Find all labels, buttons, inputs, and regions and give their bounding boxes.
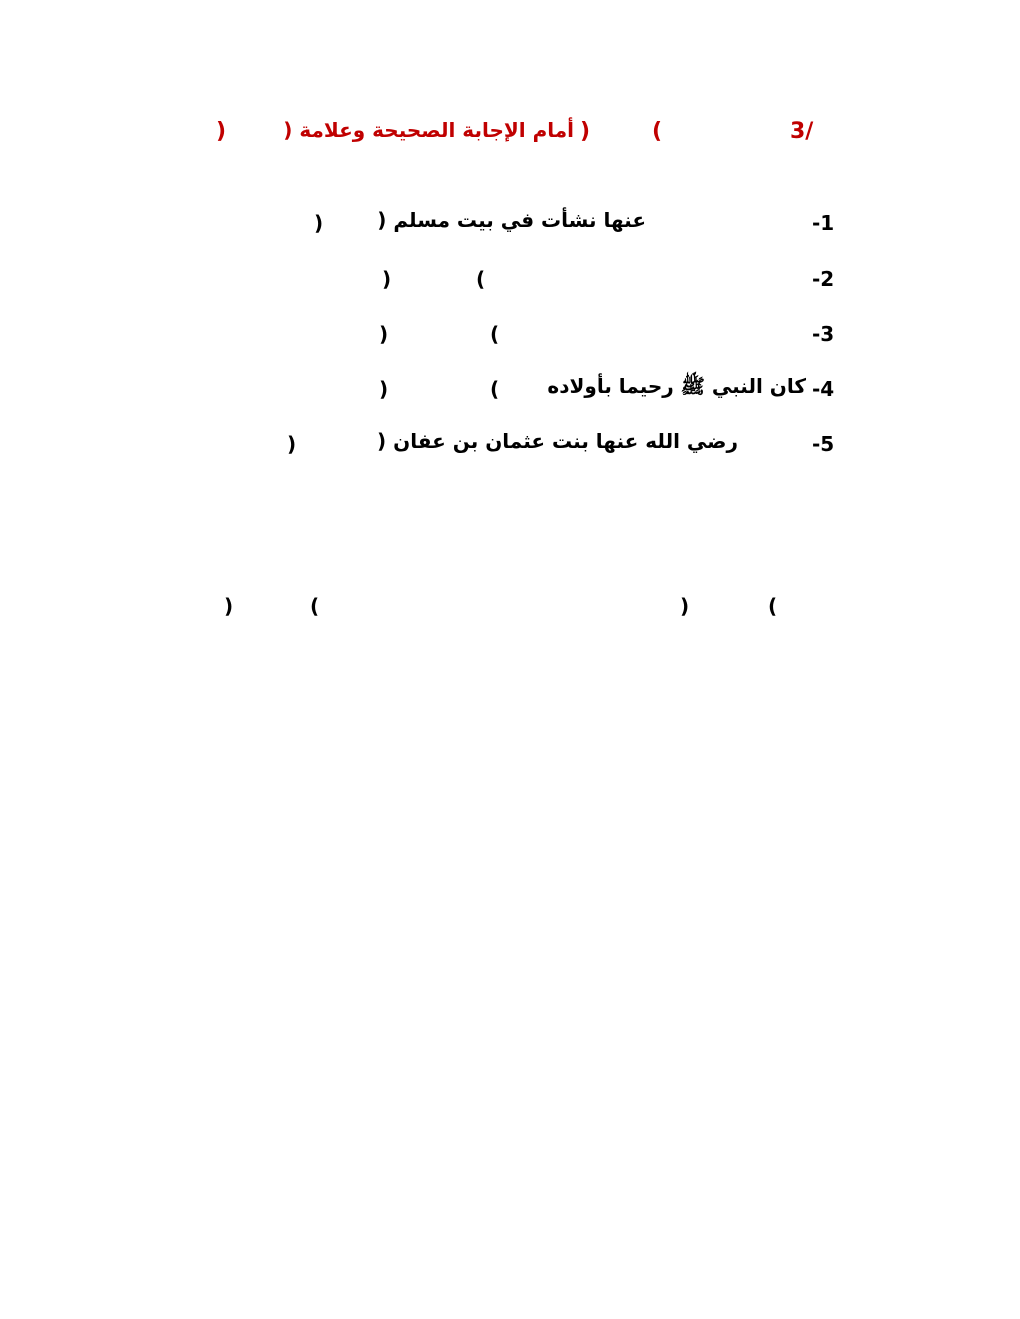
header-paren-open-1: (: [652, 119, 663, 144]
item-4-paren-open: (: [490, 377, 500, 401]
item-1-paren-close: ): [314, 211, 324, 235]
item-2-number: -2: [812, 267, 835, 291]
header-paren-close-1: ): [580, 119, 591, 144]
item-1-text: عنها نشأت في بيت مسلم (: [377, 208, 646, 232]
item-3-paren-open: (: [490, 322, 500, 346]
item-5-paren-close: ): [287, 432, 297, 456]
item-4-paren-close: ): [379, 377, 389, 401]
header-paren-close-2: ): [216, 119, 227, 144]
item-4-number: -4: [812, 377, 835, 401]
bottom-right-paren-close: ): [680, 594, 690, 618]
bottom-left-paren-close: ): [224, 594, 234, 618]
item-3-paren-close: ): [379, 322, 389, 346]
item-3-number: -3: [812, 322, 835, 346]
item-4-text: كان النبي ﷺ رحيما بأولاده: [547, 374, 806, 398]
item-1-number: -1: [812, 211, 835, 235]
header-instruction: أمام الإجابة الصحيحة وعلامة (: [283, 118, 574, 142]
bottom-right-paren-open: (: [768, 594, 778, 618]
bottom-left-paren-open: (: [310, 594, 320, 618]
item-2-paren-close: ): [382, 267, 392, 291]
item-2-paren-open: (: [476, 267, 486, 291]
question-number: 3/: [790, 119, 814, 144]
item-5-number: -5: [812, 432, 835, 456]
item-5-text: رضي الله عنها بنت عثمان بن عفان (: [377, 429, 738, 453]
